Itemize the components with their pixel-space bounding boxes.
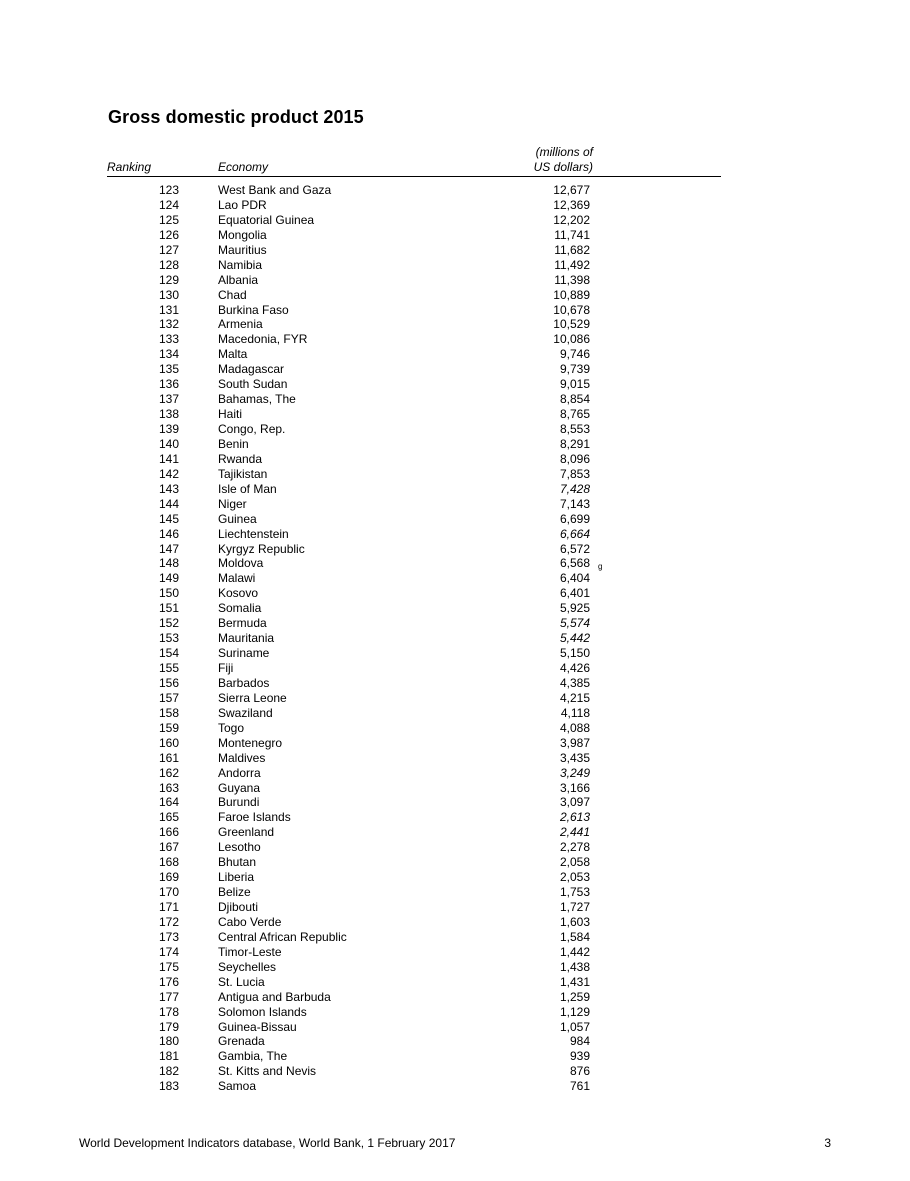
economy-cell: Gambia, The [218,1049,288,1064]
gdp-value-cell: 9,739 [559,362,590,377]
table-row [0,631,910,646]
gdp-value-cell: 7,428 [559,481,590,496]
rank-cell: 170 [158,885,179,900]
rank-cell: 172 [158,914,179,929]
rank-cell: 171 [158,900,179,914]
economy-cell: Malawi [218,571,256,586]
economy-cell: Faroe Islands [218,810,291,825]
gdp-value-cell: 7,853 [559,466,590,481]
table-row [0,795,910,810]
gdp-value-cell: 2,053 [559,870,590,885]
gdp-value-cell: 5,925 [559,601,590,616]
economy-cell: Mauritius [218,242,267,257]
gdp-value-cell: 4,118 [560,705,590,720]
table-row [0,900,910,915]
economy-cell: St. Kitts and Nevis [218,1064,317,1079]
gdp-value-cell: 6,404 [559,571,590,586]
table-row [0,706,910,721]
gdp-value-cell: 3,987 [559,735,590,750]
gdp-value-cell: 2,441 [559,825,590,840]
table-row [0,885,910,900]
rank-cell: 169 [158,870,179,885]
rank-cell: 143 [158,481,179,496]
gdp-value-cell: 761 [569,1079,590,1094]
economy-cell: Haiti [218,407,243,422]
gdp-value-cell: 1,438 [559,959,590,974]
rank-cell: 139 [158,422,179,436]
ranking-header: Ranking [107,160,152,174]
economy-cell: Chad [218,287,247,302]
table-row [0,362,910,377]
table-row [0,542,910,557]
gdp-value-cell: 5,150 [559,646,590,661]
table-row [0,586,910,601]
gdp-value-cell: 8,291 [559,436,590,451]
rank-cell: 178 [158,1004,179,1019]
table-row [0,930,910,945]
economy-cell: Benin [218,436,249,451]
economy-cell: Niger [218,496,247,511]
rank-cell: 183 [158,1079,179,1094]
economy-cell: South Sudan [218,377,288,392]
economy-cell: Kosovo [218,586,259,601]
gdp-value-cell: 10,889 [553,287,590,302]
gdp-value-cell: 12,677 [553,183,590,197]
table-row [0,497,910,512]
economy-cell: Kyrgyz Republic [218,541,305,556]
economy-cell: Congo, Rep. [218,422,286,436]
rank-cell: 147 [158,541,179,556]
units-header-line2: US dollars) [533,160,593,174]
economy-cell: Moldova [218,556,264,571]
gdp-value-cell: 1,753 [559,885,590,900]
rank-cell: 133 [158,332,179,347]
economy-cell: Samoa [218,1079,257,1094]
gdp-value-cell: 11,492 [554,257,590,272]
table-row [0,422,910,437]
page-number: 3 [824,1136,831,1150]
economy-cell: Namibia [218,257,263,272]
economy-cell: Maldives [218,750,266,765]
rank-cell: 151 [158,601,179,616]
economy-cell: Bhutan [218,855,257,870]
economy-cell: Antigua and Barbuda [218,989,331,1004]
table-row [0,512,910,527]
gdp-table-body [0,183,910,1094]
gdp-value-cell: 8,854 [559,392,590,407]
rank-cell: 129 [158,272,179,287]
economy-cell: Andorra [218,765,261,780]
rank-cell: 153 [158,631,179,646]
economy-cell: Liberia [218,870,255,885]
gdp-value-cell: 4,426 [559,661,590,675]
gdp-value-cell: 11,398 [554,272,590,287]
economy-cell: Lesotho [218,840,261,855]
header-rule [107,176,721,177]
gdp-value-cell: 3,249 [559,765,590,780]
gdp-value-cell: 11,682 [554,242,590,257]
table-row [0,213,910,228]
rank-cell: 156 [158,675,179,690]
economy-cell: Greenland [218,825,275,840]
rank-cell: 144 [158,496,179,511]
gdp-value-cell: 8,765 [559,407,590,422]
table-row [0,556,910,571]
table-row [0,452,910,467]
gdp-value-cell: 2,613 [559,810,590,825]
rank-cell: 146 [158,526,179,541]
table-row [0,1034,910,1049]
economy-cell: Guyana [218,780,261,795]
economy-cell: Swaziland [218,705,273,720]
gdp-value-cell: 876 [569,1064,590,1079]
gdp-value-cell: 10,678 [553,302,590,317]
rank-cell: 128 [158,257,179,272]
table-row [0,601,910,616]
rank-cell: 135 [158,362,179,377]
rank-cell: 165 [158,810,179,825]
table-row [0,736,910,751]
economy-cell: Isle of Man [218,481,277,496]
economy-cell: Burkina Faso [218,302,289,317]
rank-cell: 177 [158,989,179,1004]
economy-cell: Guinea [218,511,257,526]
table-row [0,1079,910,1094]
rank-cell: 167 [158,840,179,855]
economy-cell: Grenada [218,1034,265,1049]
table-row [0,571,910,586]
rank-cell: 150 [158,586,179,601]
gdp-value-cell: 3,166 [559,780,590,795]
rank-cell: 126 [158,227,179,242]
rank-cell: 155 [158,661,179,675]
gdp-value-cell: 6,572 [559,541,590,556]
rank-cell: 152 [158,616,179,631]
economy-cell: Madagascar [218,362,285,377]
table-row [0,303,910,318]
economy-cell: West Bank and Gaza [218,183,332,197]
economy-cell: Barbados [218,675,270,690]
economy-cell: Tajikistan [218,466,268,481]
table-row [0,870,910,885]
gdp-value-cell: 9,746 [559,347,590,362]
economy-cell: Rwanda [218,451,263,466]
rank-cell: 157 [158,690,179,705]
units-header-line1: (millions of [535,145,593,159]
economy-cell: Armenia [218,317,263,332]
units-header [490,145,593,175]
rank-cell: 168 [158,855,179,870]
economy-cell: Sierra Leone [218,690,287,705]
economy-cell: Togo [218,720,245,735]
gdp-value-cell: 1,259 [559,989,590,1004]
gdp-value-cell: 8,096 [559,451,590,466]
rank-cell: 180 [158,1034,179,1049]
table-row [0,347,910,362]
rank-cell: 160 [158,735,179,750]
gdp-value-cell: 5,442 [559,631,590,646]
economy-cell: Montenegro [218,735,283,750]
rank-cell: 148 [158,556,179,571]
gdp-value-cell: 4,215 [559,690,590,705]
rank-cell: 181 [158,1049,179,1064]
table-row [0,1049,910,1064]
table-row [0,945,910,960]
economy-cell: Bahamas, The [218,392,296,407]
table-row [0,467,910,482]
rank-cell: 124 [158,197,179,212]
gdp-value-cell: 11,741 [554,227,590,242]
rank-cell: 123 [158,183,179,197]
rank-cell: 140 [158,436,179,451]
gdp-value-cell: 6,568 [559,556,590,571]
economy-cell: Lao PDR [218,197,267,212]
economy-cell: Equatorial Guinea [218,212,315,227]
rank-cell: 182 [158,1064,179,1079]
rank-cell: 131 [158,302,179,317]
table-row [0,810,910,825]
table-row [0,258,910,273]
table-row [0,840,910,855]
gdp-value-cell: 1,727 [559,900,590,914]
economy-cell: Fiji [218,661,234,675]
economy-cell: St. Lucia [218,974,265,989]
gdp-value-cell: 12,202 [553,212,590,227]
rank-cell: 130 [158,287,179,302]
gdp-value-cell: 939 [569,1049,590,1064]
gdp-value-cell: 7,143 [559,496,590,511]
gdp-value-cell: 4,385 [559,675,590,690]
rank-cell: 162 [158,765,179,780]
table-row [0,527,910,542]
gdp-value-cell: 2,278 [559,840,590,855]
gdp-value-cell: 5,574 [559,616,590,631]
economy-cell: Central African Republic [218,929,347,944]
table-row [0,1064,910,1079]
table-row [0,661,910,676]
rank-cell: 175 [158,959,179,974]
table-row [0,960,910,975]
economy-cell: Burundi [218,795,260,810]
rank-cell: 179 [158,1019,179,1034]
rank-cell: 174 [158,944,179,959]
economy-cell: Cabo Verde [218,914,282,929]
economy-cell: Albania [218,272,259,287]
table-row [0,825,910,840]
table-row [0,243,910,258]
table-row [0,975,910,990]
gdp-value-cell: 3,435 [559,750,590,765]
rank-cell: 134 [158,347,179,362]
table-row [0,781,910,796]
rank-cell: 141 [158,451,179,466]
table-row [0,855,910,870]
economy-cell: Macedonia, FYR [218,332,308,347]
table-row [0,317,910,332]
table-row [0,198,910,213]
gdp-value-cell: 8,553 [559,422,590,436]
economy-cell: Guinea-Bissau [218,1019,297,1034]
economy-cell: Somalia [218,601,262,616]
rank-cell: 138 [158,407,179,422]
rank-cell: 161 [158,750,179,765]
rank-cell: 127 [158,242,179,257]
table-row [0,482,910,497]
gdp-value-cell: 3,097 [559,795,590,810]
gdp-value-cell: 6,401 [559,586,590,601]
rank-cell: 125 [158,212,179,227]
economy-cell: Bermuda [218,616,267,631]
gdp-value-cell: 1,057 [559,1019,590,1034]
table-row [0,676,910,691]
table-row [0,437,910,452]
table-row [0,915,910,930]
rank-cell: 163 [158,780,179,795]
gdp-value-cell: 1,584 [559,929,590,944]
table-row [0,228,910,243]
rank-cell: 149 [158,571,179,586]
rank-cell: 136 [158,377,179,392]
table-row [0,377,910,392]
economy-cell: Mongolia [218,227,267,242]
table-row [0,616,910,631]
gdp-value-cell: 984 [569,1034,590,1049]
table-row [0,407,910,422]
table-row [0,1020,910,1035]
gdp-value-cell: 10,086 [553,332,590,347]
economy-cell: Seychelles [218,959,277,974]
footnote-marker: g [598,562,603,572]
table-row [0,332,910,347]
economy-cell: Belize [218,885,251,900]
table-row [0,721,910,736]
rank-cell: 158 [158,705,179,720]
gdp-value-cell: 9,015 [559,377,590,392]
economy-cell: Liechtenstein [218,526,289,541]
table-row [0,766,910,781]
economy-cell: Djibouti [218,900,259,914]
rank-cell: 132 [158,317,179,332]
footer-source: World Development Indicators database, World Bank, 1 February 2017 [79,1136,456,1150]
gdp-value-cell: 10,529 [553,317,590,332]
table-row [0,183,910,198]
table-row [0,646,910,661]
table-row [0,392,910,407]
rank-cell: 166 [158,825,179,840]
rank-cell: 145 [158,511,179,526]
economy-cell: Mauritania [218,631,275,646]
table-row [0,751,910,766]
rank-cell: 164 [158,795,179,810]
gdp-value-cell: 1,603 [559,914,590,929]
gdp-value-cell: 1,129 [559,1004,590,1019]
page-title: Gross domestic product 2015 [108,107,364,127]
economy-header: Economy [218,160,269,174]
gdp-value-cell: 1,442 [559,944,590,959]
table-row [0,990,910,1005]
rank-cell: 176 [158,974,179,989]
table-row [0,691,910,706]
economy-cell: Solomon Islands [218,1004,307,1019]
rank-cell: 154 [158,646,179,661]
rank-cell: 159 [158,720,179,735]
table-row [0,1005,910,1020]
table-row [0,273,910,288]
gdp-value-cell: 6,664 [559,526,590,541]
rank-cell: 173 [158,929,179,944]
gdp-value-cell: 1,431 [559,974,590,989]
economy-cell: Timor-Leste [218,944,282,959]
rank-cell: 142 [158,466,179,481]
table-row [0,288,910,303]
economy-cell: Suriname [218,646,270,661]
rank-cell: 137 [158,392,179,407]
gdp-value-cell: 2,058 [559,855,590,870]
economy-cell: Malta [218,347,248,362]
gdp-value-cell: 4,088 [559,720,590,735]
gdp-value-cell: 12,369 [553,197,590,212]
gdp-value-cell: 6,699 [559,511,590,526]
